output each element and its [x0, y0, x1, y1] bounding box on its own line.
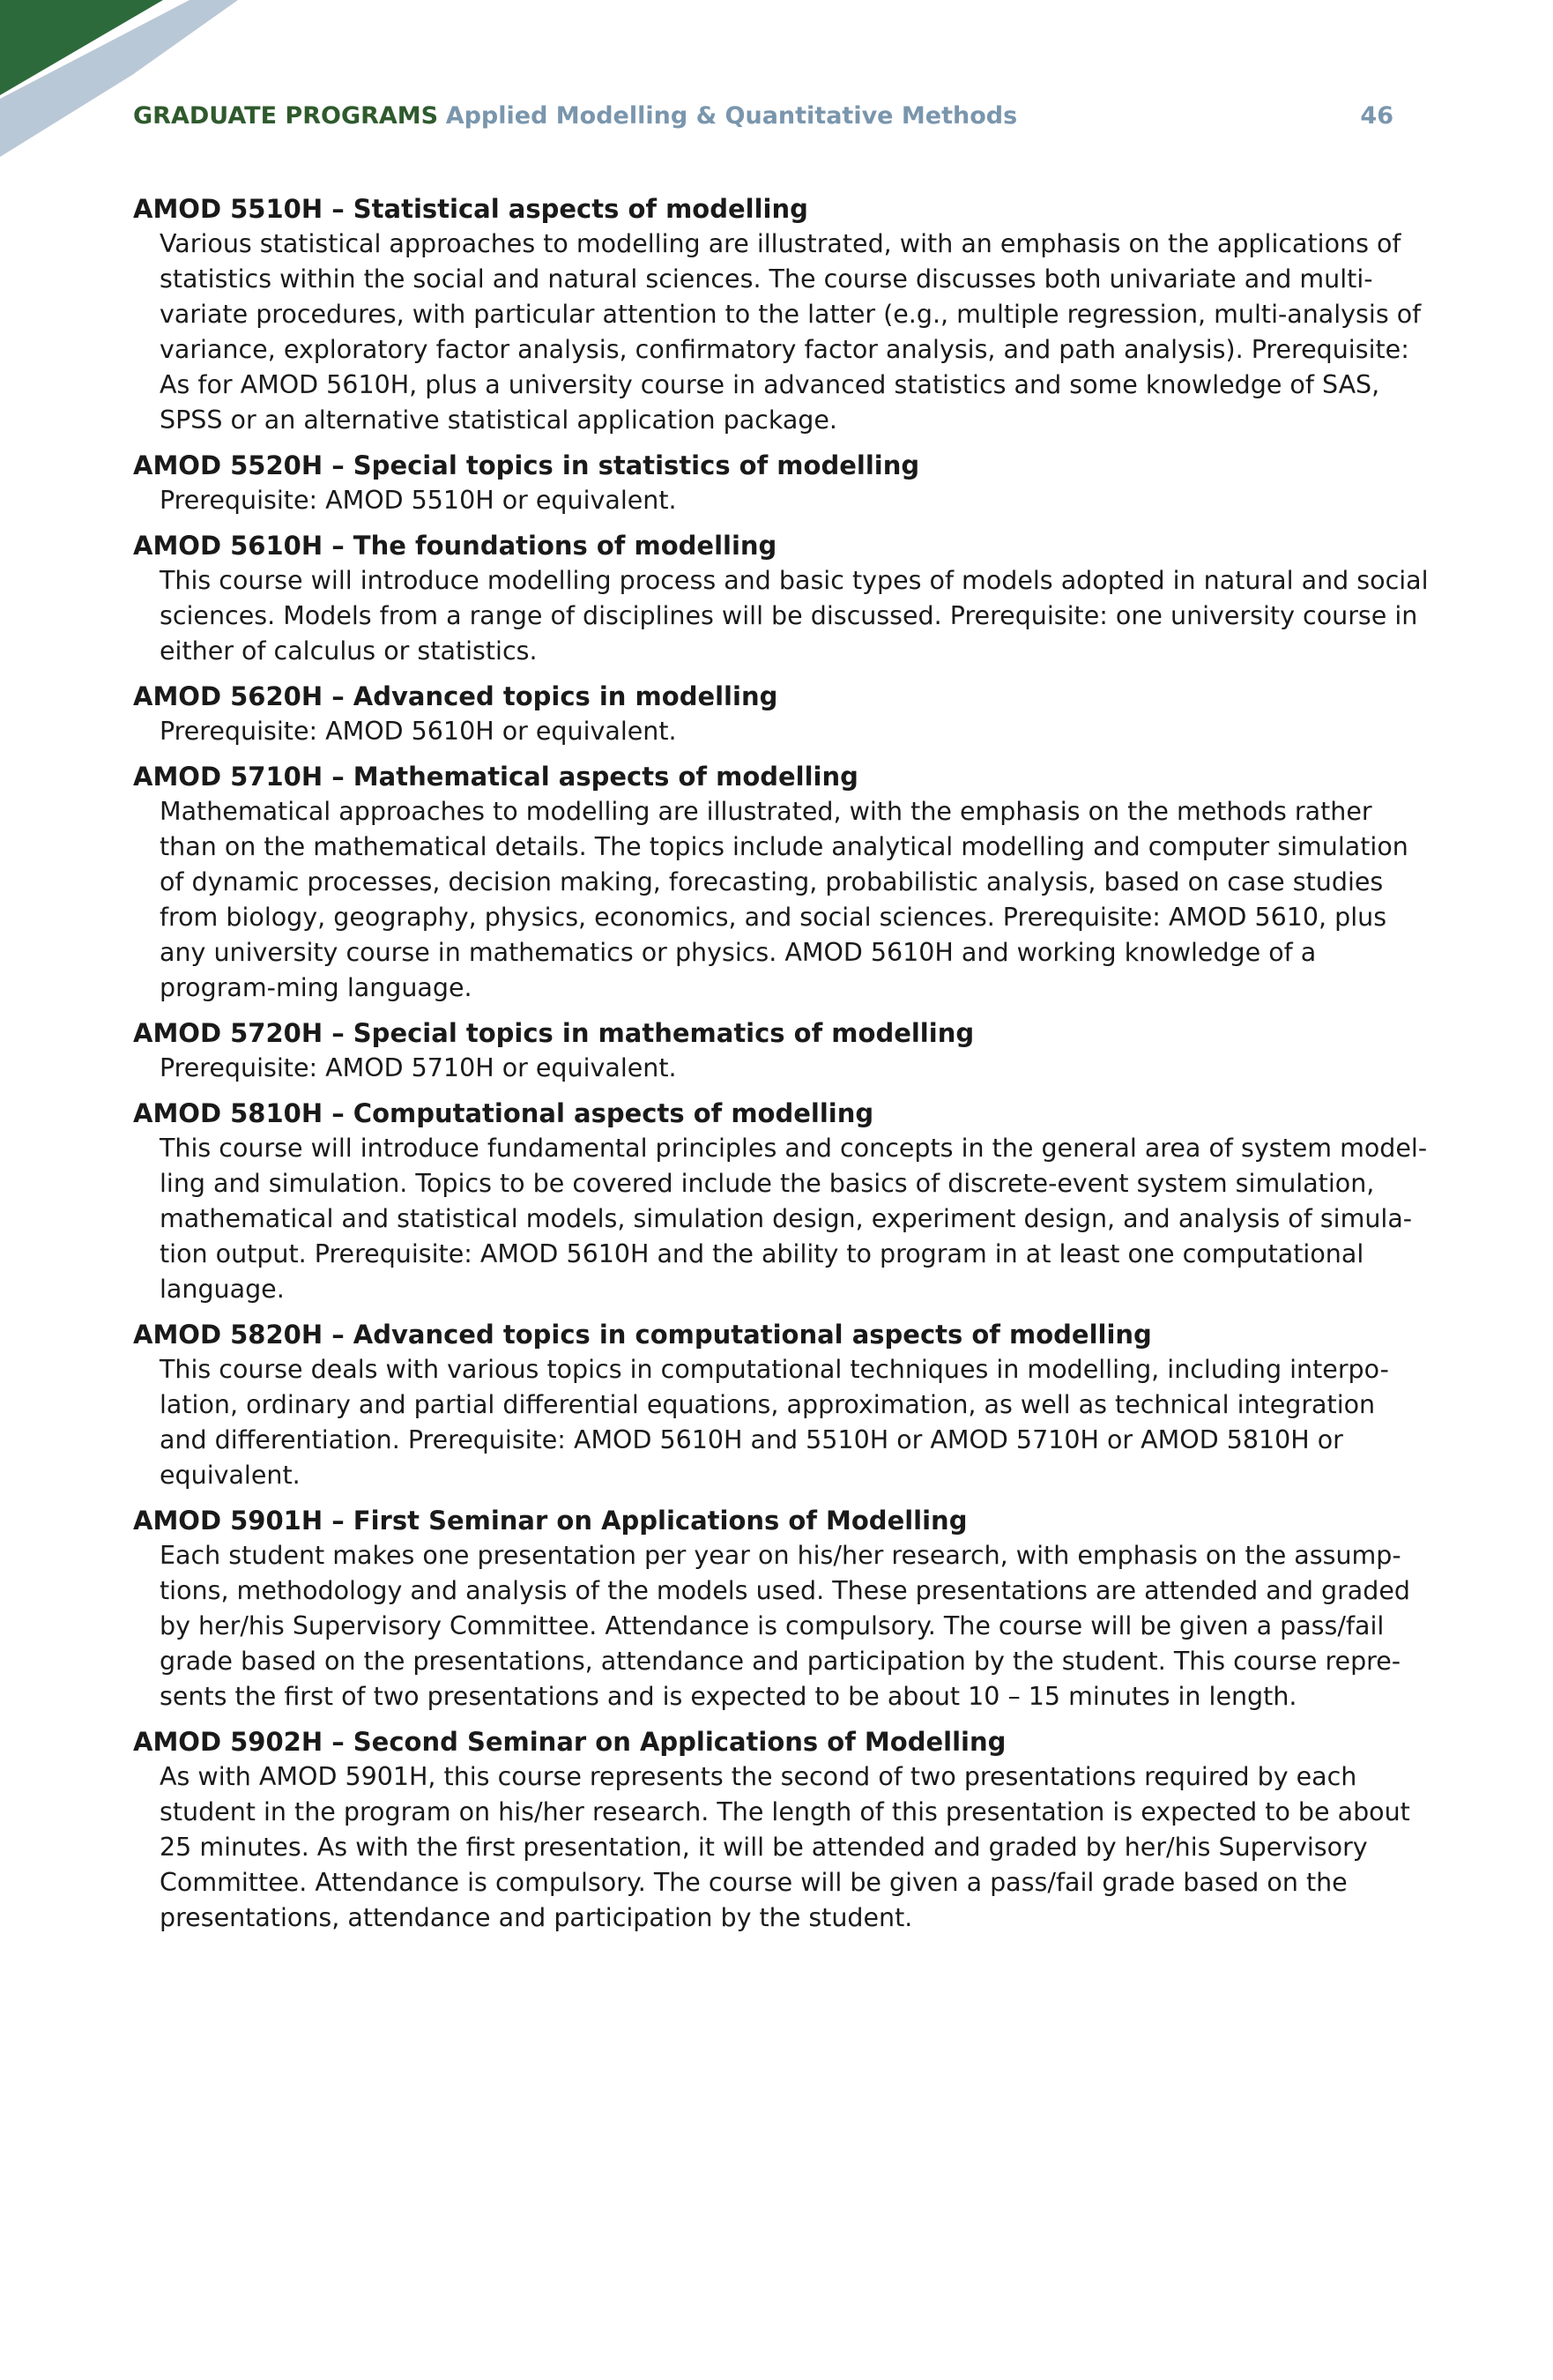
course-list	[133, 191, 1429, 1945]
page-number: 46	[1360, 102, 1393, 130]
course-description: Various statistical approaches to modelling are illustrated, with an emphasis on the applications of statistics within the social and natural sciences. The course discusses both univariate and multi-variate procedures, with particular attention to the latter (e.g., multiple regression, multi-analysis of variance, exploratory factor analysis, confirmatory factor analysis, and path analysis). Prerequisite: As for AMOD 5610H, plus a university course in advanced statistics and some knowledge of SAS, SPSS or an alternative statistical application package.	[160, 229, 1422, 435]
course-title: AMOD 5710H – Mathematical aspects of modelling	[133, 762, 858, 792]
course-title: AMOD 5902H – Second Seminar on Applications of Modelling	[133, 1727, 1007, 1757]
course-entry	[133, 1724, 1429, 1936]
course-description: Prerequisite: AMOD 5710H or equivalent.	[160, 1053, 677, 1082]
running-header	[133, 99, 1393, 134]
header-subsection-label: Applied Modelling & Quantitative Methods	[445, 102, 1018, 130]
course-description: Prerequisite: AMOD 5610H or equivalent.	[160, 717, 677, 746]
course-title: AMOD 5610H – The foundations of modelling	[133, 531, 777, 561]
course-description: This course will introduce fundamental principles and concepts in the general area of system model-ling and simulation. Topics to be covered include the basics of discrete-event system simulation, mathematical and statistical models, simulation design, experiment design, and analysis of simula-tion output. Prerequisite: AMOD 5610H and the ability to program in at least one computational language.	[160, 1134, 1428, 1304]
course-entry	[133, 1317, 1429, 1493]
course-title: AMOD 5620H – Advanced topics in modelling	[133, 681, 778, 711]
course-description: This course deals with various topics in computational techniques in modelling, including interpo-lation, ordinary and partial differential equations, approximation, as well as technical integration and differentiation. Prerequisite: AMOD 5610H and 5510H or AMOD 5710H or AMOD 5810H or equivalent.	[160, 1355, 1389, 1490]
course-entry	[133, 759, 1429, 1006]
course-entry	[133, 679, 1429, 749]
course-entry	[133, 191, 1429, 438]
course-entry	[133, 1015, 1429, 1086]
course-entry	[133, 528, 1429, 669]
course-title: AMOD 5901H – First Seminar on Applications of Modelling	[133, 1506, 968, 1536]
course-title: AMOD 5510H – Statistical aspects of modelling	[133, 194, 808, 224]
course-title: AMOD 5820H – Advanced topics in computational aspects of modelling	[133, 1320, 1152, 1350]
corner-decoration	[0, 0, 264, 167]
course-entry	[133, 1096, 1429, 1307]
course-title: AMOD 5520H – Special topics in statistics of modelling	[133, 450, 920, 480]
course-description: As with AMOD 5901H, this course represents the second of two presentations required by each student in the program on his/her research. The length of this presentation is expected to be about 25 minutes. As with the first presentation, it will be attended and graded by her/his Supervisory Committee. Attendance is compulsory. The course will be given a pass/fail grade based on the presentations, attendance and participation by the student.	[160, 1762, 1410, 1932]
course-entry	[133, 448, 1429, 518]
course-description: Mathematical approaches to modelling are illustrated, with the emphasis on the methods rather than on the mathematical details. The topics include analytical modelling and computer simulation of dynamic processes, decision making, forecasting, probabilistic analysis, based on case studies from biology, geography, physics, economics, and social sciences. Prerequisite: AMOD 5610, plus any university course in mathematics or physics. AMOD 5610H and working knowledge of a program-ming language.	[160, 797, 1408, 1002]
course-entry	[133, 1503, 1429, 1714]
course-title: AMOD 5720H – Special topics in mathematics of modelling	[133, 1018, 975, 1048]
header-section-label: GRADUATE PROGRAMS	[133, 102, 439, 130]
course-description: Prerequisite: AMOD 5510H or equivalent.	[160, 486, 677, 515]
course-description: This course will introduce modelling process and basic types of models adopted in natural and social sciences. Models from a range of disciplines will be discussed. Prerequisite: one university course in either of calculus or statistics.	[160, 566, 1429, 666]
course-title: AMOD 5810H – Computational aspects of modelling	[133, 1098, 874, 1128]
course-description: Each student makes one presentation per year on his/her research, with emphasis on the assump-tions, methodology and analysis of the models used. These presentations are attended and graded by her/his Supervisory Committee. Attendance is compulsory. The course will be given a pass/fail grade based on the presentations, attendance and participation by the student. This course repre-sents the first of two presentations and is expected to be about 10 – 15 minutes in length.	[160, 1541, 1410, 1711]
